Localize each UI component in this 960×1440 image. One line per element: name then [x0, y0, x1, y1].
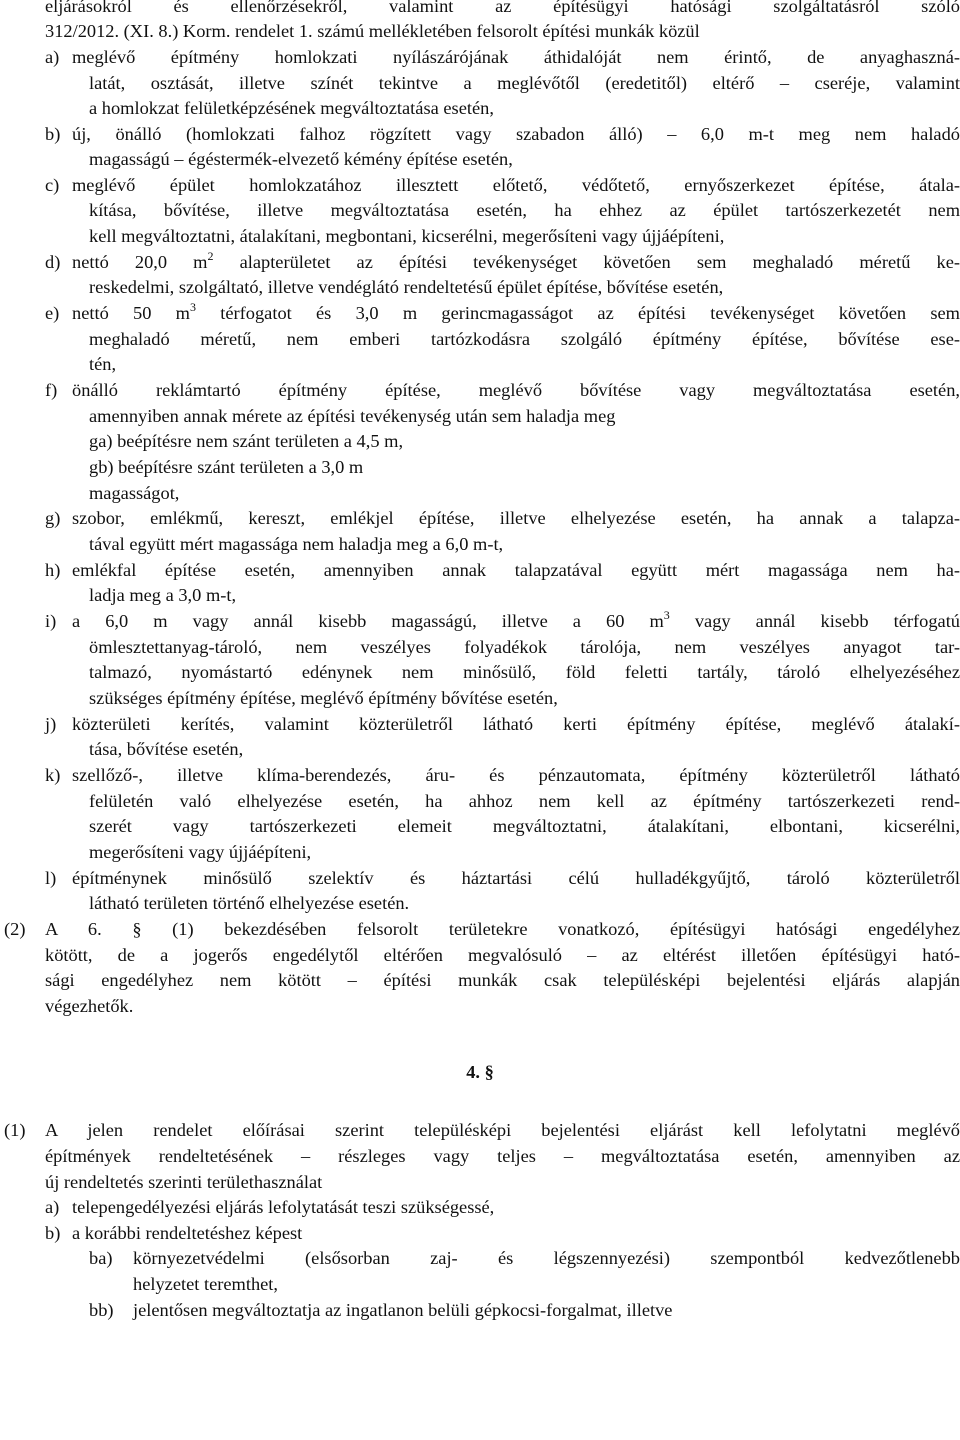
item-a-line: latát, osztását, illetve színét tekintve a meglévőtől (eredetitől) eltérő – cseréje, valamint	[89, 73, 960, 93]
paragraph-line: A jelen rendelet előírásai szerint településképi bejelentési eljárást kell lefolytatni meglévő	[45, 1120, 960, 1140]
item-i-line: talmazó, nyomástartó edénynek nem minősülő, föld feletti tartály, tároló elhelyezéséhez	[89, 662, 960, 682]
item-f-line: magasságot,	[89, 483, 180, 503]
item-a-line: a homlokzat felületképzésének megváltoztatása esetén,	[89, 98, 494, 118]
item-e-line: meghaladó méretű, nem emberi tartózkodásra szolgáló építmény építése, bővítése ese-	[89, 329, 960, 349]
item-c-line: kell megváltoztatni, átalakítani, megbontani, kicserélni, megerősíteni vagy újjáépíteni,	[89, 226, 725, 246]
paragraph-line: kötött, de a jogerős engedélytől eltérően megvalósuló – az eltérést illetően építésügyi ható-	[45, 945, 960, 965]
item-label-l: l)	[45, 868, 57, 888]
superscript: 3	[663, 608, 670, 622]
superscript: 2	[207, 249, 214, 263]
item-l-line: építménynek minősülő szelektív és háztartási célú hulladékgyűjtő, tároló közterületről	[72, 868, 960, 888]
item-g-line: tával együtt mért magassága nem haladja meg a 6,0 m-t,	[89, 534, 504, 554]
item-b-line: új, önálló (homlokzati falhoz rögzített vagy szabadon álló) – 6,0 m-t meg nem haladó	[72, 124, 960, 144]
paragraph-line: építmények rendeltetésének – részleges vagy teljes – megváltoztatása esetén, amennyiben az	[45, 1146, 960, 1166]
item-h-line: emlékfal építése esetén, amennyiben annak talapzatával együtt mért magassága nem ha-	[72, 560, 960, 580]
item-e-line: tén,	[89, 354, 117, 374]
section-heading: 4. §	[466, 1062, 494, 1082]
item-f-line: amennyiben annak mérete az építési tevékenység után sem haladja meg	[89, 406, 616, 426]
item-label-e: e)	[45, 303, 60, 323]
item-d-line: reskedelmi, szolgáltató, illetve vendéglátó rendeltetésű épület építése, bővítése esetén,	[89, 277, 724, 297]
item-i-line: a 6,0 m vagy annál kisebb magasságú, illetve a 60 $m^3$ vagy annál kisebb térfogatú	[72, 608, 960, 631]
item-k-line: felületén való elhelyezése esetén, ha ahhoz nem kell az építmény tartószerkezeti rend-	[89, 791, 960, 811]
subitem-line: helyzetet teremthet,	[133, 1274, 279, 1294]
text-line: eljárásokról és ellenőrzésekről, valamint az építésügyi hatósági szolgáltatásról szóló	[45, 0, 960, 16]
item-h-line: ladja meg a 3,0 m-t,	[89, 585, 237, 605]
item-f-sub-ga: ga) beépítésre nem szánt területen a 4,5 m,	[89, 431, 404, 451]
item-d-line: nettó 20,0 $m^2$ alapterületet az építési tevékenységet követően sem meghaladó méretű ke-	[72, 249, 960, 272]
item-label-g: g)	[45, 508, 61, 528]
subitem-line: jelentősen megváltoztatja az ingatlanon belüli gépkocsi-forgalmat, illetve	[133, 1300, 673, 1320]
item-a-line: meglévő építmény homlokzati nyílászárójának áthidalóját nem érintő, de anyaghaszná-	[72, 47, 960, 67]
item-label-d: d)	[45, 252, 61, 272]
item-i-line: ömlesztettanyag-tároló, nem veszélyes folyadékok tárolója, nem veszélyes anyagot tar-	[89, 637, 960, 657]
item-i-line: szükséges építmény építése, meglévő építmény bővítése esetén,	[89, 688, 558, 708]
item-label-i: i)	[45, 611, 57, 631]
item-label-b: b)	[45, 124, 61, 144]
item-label: b)	[45, 1223, 61, 1243]
subitem-label: ba)	[89, 1248, 113, 1268]
item-b-line: magasságú – égéstermék-elvezető kémény építése esetén,	[89, 149, 513, 169]
item-line: telepengedélyezési eljárás lefolytatását teszi szükségessé,	[72, 1197, 495, 1217]
item-e-line: nettó 50 $m^3$ térfogatot és 3,0 m gerincmagasságot az építési tevékenységet követően sem	[72, 300, 960, 323]
item-c-line: kítása, bővítése, illetve megváltoztatása esetén, ha ehhez az épület tartószerkezetét nem	[89, 200, 960, 220]
item-line: a korábbi rendeltetéshez képest	[72, 1223, 303, 1243]
paragraph-line: végezhetők.	[45, 996, 134, 1016]
item-label-j: j)	[45, 714, 57, 734]
item-j-line: tása, bővítése esetén,	[89, 739, 244, 759]
item-label-f: f)	[45, 380, 58, 400]
item-f-line: önálló reklámtartó építmény építése, meglévő bővítése vagy megváltoztatása esetén,	[72, 380, 960, 400]
item-k-line: szellőző-, illetve klíma-berendezés, áru- és pénzautomata, építmény közterületről látható	[72, 765, 960, 785]
subitem-line: környezetvédelmi (elsősorban zaj- és légszennyezési) szempontból kedvezőtlenebb	[133, 1248, 960, 1268]
item-l-line: látható területen történő elhelyezése esetén.	[89, 893, 410, 913]
paragraph-number: (1)	[4, 1120, 26, 1140]
paragraph-number: (2)	[4, 919, 26, 939]
text-line: 312/2012. (XI. 8.) Korm. rendelet 1. számú mellékletében felsorolt építési munkák közül	[45, 21, 700, 41]
item-label: a)	[45, 1197, 60, 1217]
item-k-line: megerősíteni vagy újjáépíteni,	[89, 842, 312, 862]
item-c-line: meglévő épület homlokzatához illesztett előtető, védőtető, ernyőszerkezet építése, átala-	[72, 175, 960, 195]
item-k-line: szerét vagy tartószerkezeti elemeit megváltoztatni, átalakítani, elbontani, kicserélni,	[89, 816, 960, 836]
paragraph-line: A 6. § (1) bekezdésében felsorolt területekre vonatkozó, építésügyi hatósági engedélyhez	[45, 919, 960, 939]
item-label-k: k)	[45, 765, 61, 785]
subitem-label: bb)	[89, 1300, 114, 1320]
paragraph-line: új rendeltetés szerinti területhasználat	[45, 1172, 323, 1192]
item-label-c: c)	[45, 175, 60, 195]
item-f-sub-gb: gb) beépítésre szánt területen a 3,0 m	[89, 457, 364, 477]
item-j-line: közterületi kerítés, valamint közterületről látható kerti építmény építése, meglévő átalakí-	[72, 714, 960, 734]
superscript: 3	[190, 300, 196, 314]
item-label-h: h)	[45, 560, 61, 580]
paragraph-line: sági engedélyhez nem kötött – építési munkák csak településképi bejelentési eljárás alapján	[45, 970, 960, 990]
item-g-line: szobor, emlékmű, kereszt, emlékjel építése, illetve elhelyezése esetén, ha annak a talapza-	[72, 508, 960, 528]
item-label-a: a)	[45, 47, 60, 67]
